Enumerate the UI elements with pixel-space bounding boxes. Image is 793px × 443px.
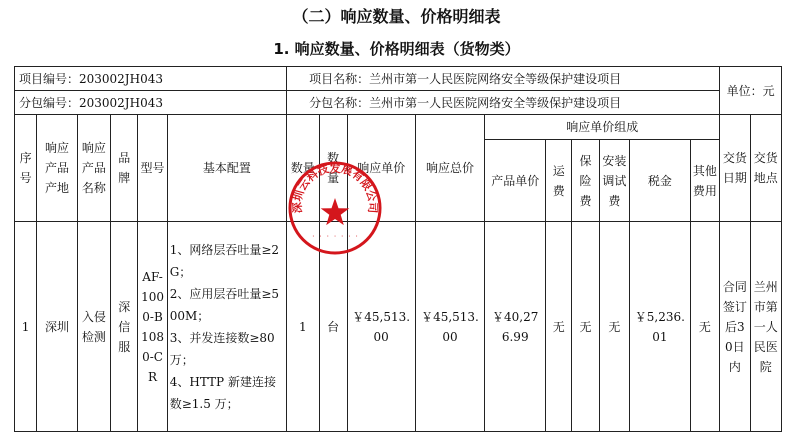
header-delivery-place: 交货地点 xyxy=(750,115,781,222)
header-qty: 数量 xyxy=(287,115,319,222)
seal-text: 深圳云科技发展有限公司 xyxy=(290,161,380,214)
header-product-price: 产品单价 xyxy=(485,140,546,222)
cell-model: AF-1000-B1080-CR xyxy=(138,222,167,432)
cell-unit: 台 xyxy=(319,222,347,432)
project-name: 项目名称：兰州市第一人民医院网络安全等级保护建设项目 xyxy=(287,67,720,91)
header-config: 基本配置 xyxy=(167,115,286,222)
cell-config xyxy=(167,222,286,432)
config-line: 4、HTTP 新建连接数≥1.5 万； xyxy=(169,374,276,411)
cell-insurance: 无 xyxy=(572,222,599,432)
header-delivery-date: 交货日期 xyxy=(720,115,750,222)
cell-product: 入侵检测 xyxy=(77,222,110,432)
config-line: 3、并发连接数≥80万； xyxy=(169,330,275,367)
header-other: 其他费用 xyxy=(690,140,719,222)
header-qty-unit: 数量 xyxy=(319,115,347,222)
cell-no: 1 xyxy=(15,222,37,432)
cell-delivery-place: 兰州市第一人民医院 xyxy=(750,222,781,432)
project-no: 项目编号：203002JH043 xyxy=(15,67,287,91)
cell-brand: 深信服 xyxy=(111,222,138,432)
cell-product-price: ￥40,276.99 xyxy=(485,222,546,432)
header-total-price: 响应总价 xyxy=(415,115,485,222)
cell-unit-price: ￥45,513.00 xyxy=(347,222,415,432)
header-origin: 响应产品产地 xyxy=(37,115,77,222)
cell-origin: 深圳 xyxy=(37,222,77,432)
cell-qty: 1 xyxy=(287,222,319,432)
config-line: 2、应用层吞吐量≥500M； xyxy=(169,286,280,323)
config-line: 1、网络层吞吐量≥2G； xyxy=(169,242,280,279)
header-no: 序号 xyxy=(15,115,37,222)
header-install: 安装调试费 xyxy=(599,140,629,222)
package-name: 分包名称：兰州市第一人民医院网络安全等级保护建设项目 xyxy=(287,91,720,115)
header-tax: 税金 xyxy=(630,140,691,222)
header-brand: 品牌 xyxy=(111,115,138,222)
cell-total-price: ￥45,513.00 xyxy=(415,222,485,432)
header-model: 型号 xyxy=(138,115,167,222)
cell-install: 无 xyxy=(599,222,629,432)
header-composition: 响应单价组成 xyxy=(485,115,720,140)
cell-other: 无 xyxy=(690,222,719,432)
header-unit-price: 响应单价 xyxy=(347,115,415,222)
cell-delivery-date: 合同签订后30日内 xyxy=(720,222,750,432)
cell-tax: ￥5,236.01 xyxy=(630,222,691,432)
doc-subtitle: 1. 响应数量、价格明细表（货物类） xyxy=(273,40,520,58)
package-no: 分包编号：203002JH043 xyxy=(15,91,287,115)
header-product: 响应产品名称 xyxy=(77,115,110,222)
cell-freight: 无 xyxy=(546,222,572,432)
seal-code: · · · · · · · xyxy=(311,233,359,240)
header-insurance: 保险费 xyxy=(572,140,599,222)
header-freight: 运费 xyxy=(546,140,572,222)
table-row xyxy=(15,222,782,432)
doc-title: （二）响应数量、价格明细表 xyxy=(292,7,501,26)
unit-label: 单位：元 xyxy=(720,67,782,115)
price-detail-table xyxy=(14,66,782,432)
